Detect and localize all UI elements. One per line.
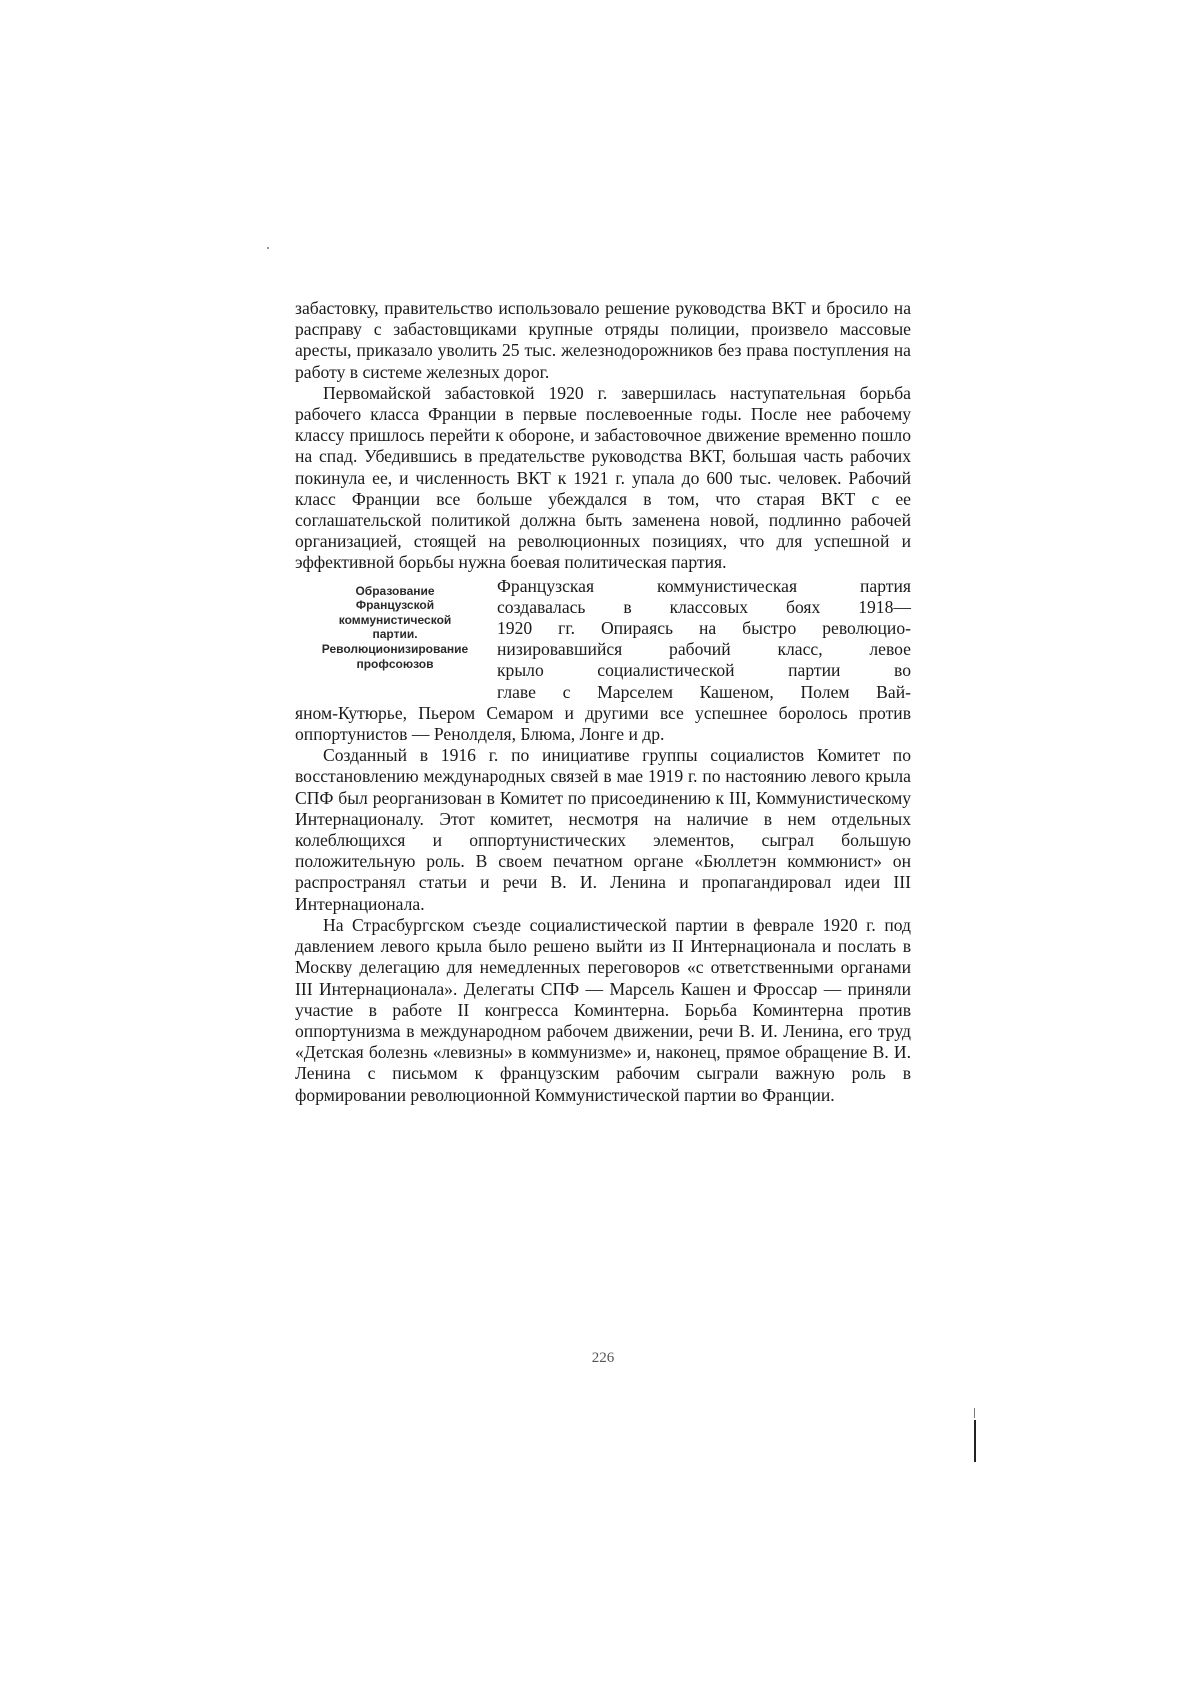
paragraph-5: На Страсбургском съезде социалистической партии в феврале 1920 г. под давлением левого крыла было решено выйти из II Интернационала и послать в Москву делегацию для немедленных переговоров «с ответственными органами III Интернационала». Делегаты СПФ — Марсель Кашен и Фроссар — приняли участие в работе II конгресса Коминтерна. Борьба Коминтерна против оппортунизма в международном рабочем движении, речи В. И. Ленина, его труд «Детская болезнь «левизны» в коммунизме» и, наконец, прямое обращение В. И. Ленина с письмом к французским рабочим сыграли важную роль в формировании революционной Коммунистической партии во Франции. xyxy=(295,914,911,1105)
paragraph-2: Первомайской забастовкой 1920 г. завершилась наступательная борьба рабочего класса Франции в первые послевоенные годы. После нее рабочему классу пришлось перейти к обороне, и забастовочное движение временно пошло на спад. Убедившись в предательстве руководства ВКТ, большая часть рабочих покинула ее, и численность ВКТ к 1921 г. упала до 600 тыс. человек. Рабочий класс Франции все больше убеждался в том, что старая ВКТ с ее соглашательской политикой должна быть заменена новой, подлинно рабочей организацией, стоящей на революционных позициях, что для успешной и эффективной борьбы нужна боевая политическая партия. xyxy=(295,382,911,573)
paragraph-1: забастовку, правительство использовало решение руководства ВКТ и бросило на расправу с забастовщиками крупные отряды полиции, произвело массовые аресты, приказало уволить 25 тыс. железнодорожников без права поступления на работу в системе железных дорог. xyxy=(295,298,911,382)
scan-speck xyxy=(267,247,269,249)
page-number: 226 xyxy=(591,1350,615,1366)
margin-tick-mark xyxy=(974,1408,975,1418)
text-line: 1920 гг. Опираясь на быстро революцио- xyxy=(497,618,911,639)
text-line: Французская коммунистическая партия xyxy=(497,575,911,596)
text-line: низировавшийся рабочий класс, левое xyxy=(497,639,911,660)
margin-bar-mark xyxy=(974,1420,976,1462)
text-line: главе с Марселем Кашеном, Полем Вай- xyxy=(497,681,911,702)
text-line: крыло социалистической партии во xyxy=(497,660,911,681)
margin-heading-line: коммунистической xyxy=(338,612,452,627)
margin-heading xyxy=(295,576,495,672)
margin-heading-line: Революционизирование xyxy=(321,642,469,657)
book-page xyxy=(295,298,911,1366)
text-line: создавалась в классовых боях 1918— xyxy=(497,596,911,617)
margin-heading-line: Образование xyxy=(355,583,435,598)
paragraph-4: Созданный в 1916 г. по инициативе группы социалистов Комитет по восстановлению международных связей в мае 1919 г. по настоянию левого крыла СПФ был реорганизован в Комитет по присоединению к III, Коммунистическому Интернационалу. Этот комитет, несмотря на наличие в нем отдельных колеблющихся и оппортунистических элементов, сыграл большую положительную роль. В своем печатном органе «Бюллетэн коммюнист» он распространял статьи и речи В. И. Ленина и пропагандировал идеи III Интернационала. xyxy=(295,745,911,914)
margin-heading-line: партии. xyxy=(372,627,418,642)
margin-heading-line: Французской xyxy=(355,598,435,613)
sidenote-block xyxy=(295,576,911,703)
paragraph-3-continuation: яном-Кутюрье, Пьером Семаром и другими все успешнее боролось против оппортунистов — Ренолделя, Блюма, Лонге и др. xyxy=(295,702,911,745)
margin-heading-line: профсоюзов xyxy=(356,656,434,671)
sidenote-adjacent-text xyxy=(495,576,911,703)
